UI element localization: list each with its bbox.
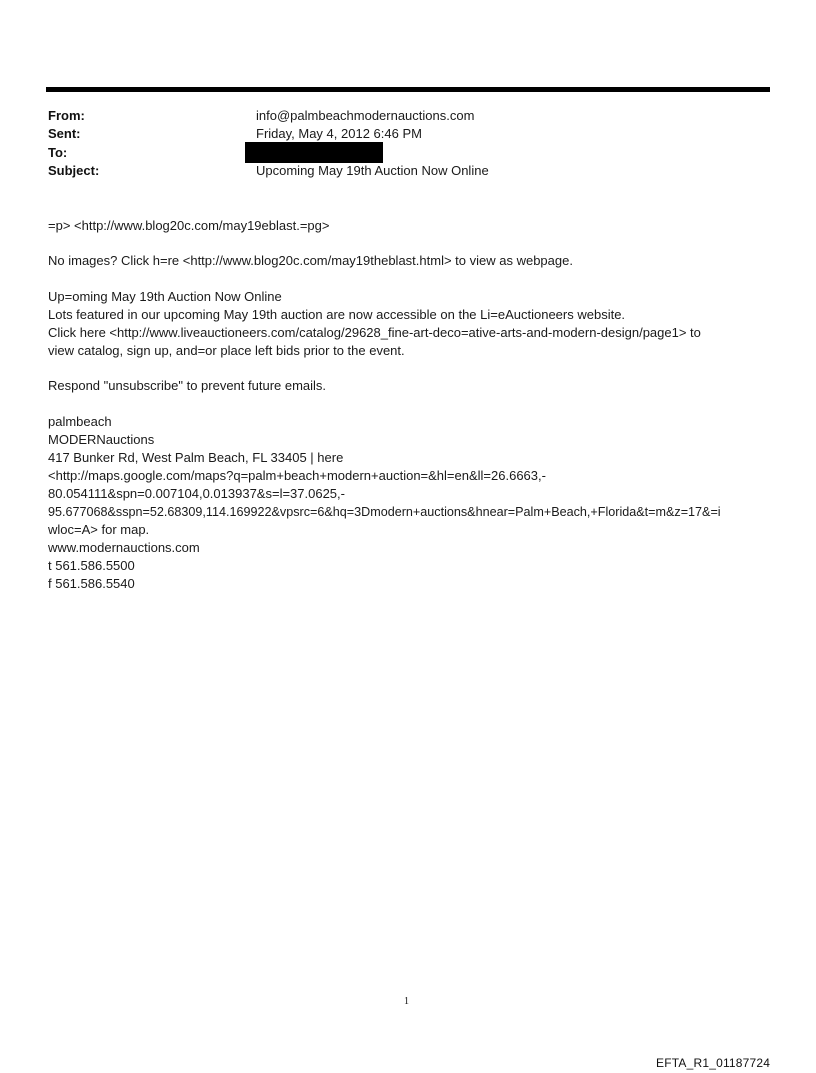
sent-label: Sent: [48, 126, 81, 141]
body-line: =p> <http://www.blog20c.com/may19eblast.=pg> [48, 218, 330, 233]
from-value: info@palmbeachmodernauctions.com [256, 108, 475, 123]
signature-line: www.modernauctions.com [48, 540, 200, 555]
to-redaction [245, 142, 383, 163]
from-label: From: [48, 108, 85, 123]
body-line: Respond "unsubscribe" to prevent future emails. [48, 378, 327, 393]
signature-line: 417 Bunker Rd, West Palm Beach, FL 33405 | here [48, 450, 344, 465]
body-line: view catalog, sign up, and=or place left bids prior to the event. [48, 343, 405, 358]
body-line: Lots featured in our upcoming May 19th auction are now accessible on the Li=eAuctioneers website. [48, 307, 626, 322]
signature-line: 80.054111&spn=0.007104,0.013937&s=l=37.0625,- [48, 486, 345, 501]
signature-line: 95.677068&sspn=52.68309,114.169922&vpsrc=6&hq=3Dmodern+auctions&hnear=Palm+Beach,+Florida&t=m&z=17&=i [48, 505, 721, 519]
signature-line: wloc=A> for map. [48, 522, 150, 537]
subject-value: Upcoming May 19th Auction Now Online [256, 163, 489, 178]
signature-line: f 561.586.5540 [48, 576, 135, 591]
to-label: To: [48, 145, 68, 160]
body-line: Click here <http://www.liveauctioneers.com/catalog/29628_fine-art-deco=ative-arts-and-modern-design/page1> to [48, 325, 701, 340]
signature-line: palmbeach [48, 414, 112, 429]
signature-line: <http://maps.google.com/maps?q=palm+beach+modern+auction=&hl=en&ll=26.6663,- [48, 468, 546, 483]
signature-line: MODERNauctions [48, 432, 155, 447]
header-rule [46, 87, 770, 92]
body-line: Up=oming May 19th Auction Now Online [48, 289, 282, 304]
page-number: 1 [404, 996, 409, 1007]
sent-value: Friday, May 4, 2012 6:46 PM [256, 126, 422, 141]
signature-line: t 561.586.5500 [48, 558, 135, 573]
body-line: No images? Click h=re <http://www.blog20c.com/may19theblast.html> to view as webpage. [48, 253, 573, 268]
subject-label: Subject: [48, 163, 100, 178]
document-id: EFTA_R1_01187724 [656, 1056, 771, 1070]
